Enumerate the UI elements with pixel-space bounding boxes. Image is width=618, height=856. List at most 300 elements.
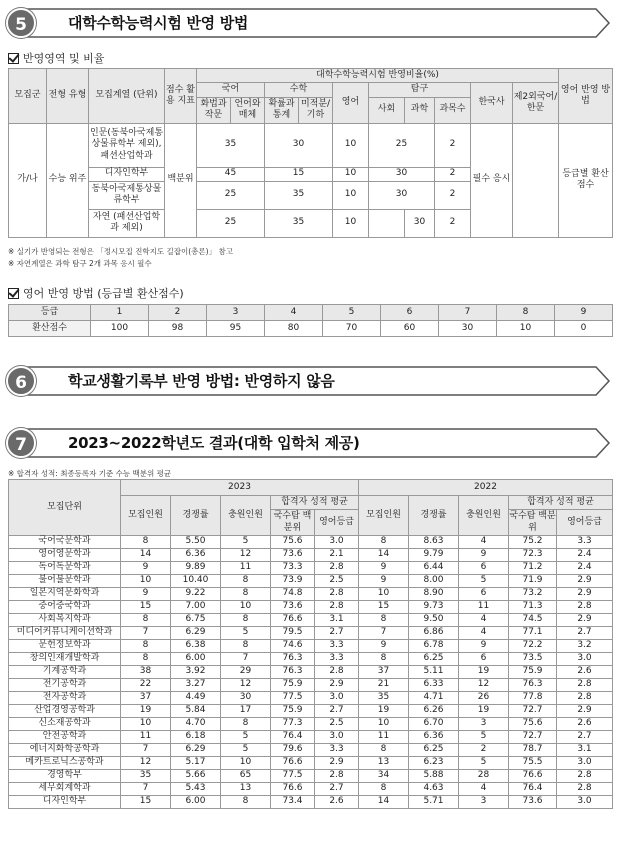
cell-value: 76.3: [271, 652, 315, 665]
cell-value: 14: [359, 548, 409, 561]
cell-unit-name: 신소재공학과: [9, 717, 121, 730]
cell-value: 2.9: [557, 574, 613, 587]
cell-unit-name: 창의인재개발학과: [9, 652, 121, 665]
cell-value: 76.6: [271, 782, 315, 795]
cell-value: 3.92: [171, 665, 221, 678]
cell-value: 6: [459, 652, 509, 665]
cell-value: 2.8: [557, 600, 613, 613]
col-kor2: 언어와 매체: [231, 97, 265, 123]
cell-value: 28: [459, 769, 509, 782]
cell-value: 3.0: [315, 535, 359, 548]
cell-value: 13: [221, 782, 271, 795]
cell-value: 7: [121, 743, 171, 756]
cell-value: 2.9: [315, 756, 359, 769]
cell-math: 35: [265, 209, 333, 237]
col-eng-method: 영어 반영 방법: [559, 69, 613, 124]
cell-value: 7: [121, 782, 171, 795]
cell-value: 15: [121, 795, 171, 808]
cell-value: 8: [121, 639, 171, 652]
cell-value: 8: [359, 743, 409, 756]
cell-value: 2.5: [315, 717, 359, 730]
cell-value: 6.36: [409, 730, 459, 743]
col-quota: 모집인원: [359, 496, 409, 536]
cell-value: 19: [459, 665, 509, 678]
cell-value: 11: [221, 561, 271, 574]
col-additional: 충원인원: [221, 496, 271, 536]
table-row: [9, 535, 613, 548]
table-row: [9, 717, 613, 730]
col-score: 점수 활용 지표: [165, 69, 197, 124]
cell-value: 9: [459, 639, 509, 652]
cell-value: 6: [459, 561, 509, 574]
cell-value: 72.3: [509, 548, 557, 561]
cell-value: 5.71: [409, 795, 459, 808]
section-number: 6: [6, 366, 36, 396]
col-ratio: 대학수학능력시험 반영비율(%): [197, 69, 559, 83]
cell-value: 10: [121, 574, 171, 587]
cell-value: 2.8: [315, 665, 359, 678]
cell-value: 11: [459, 600, 509, 613]
cell-value: 8: [359, 613, 409, 626]
grade-cell: 7: [439, 305, 497, 321]
grade-cell: 9: [555, 305, 613, 321]
score-cell: 80: [265, 321, 323, 337]
score-cell: 70: [323, 321, 381, 337]
cell-value: 9.79: [409, 548, 459, 561]
cell-value: 8: [359, 652, 409, 665]
cell-math: 35: [265, 181, 333, 209]
cell-value: 37: [359, 665, 409, 678]
col-soc: 사회: [369, 97, 405, 123]
table-row: [9, 587, 613, 600]
cell-value: 75.6: [509, 717, 557, 730]
col-year-2022: 2022: [359, 480, 613, 496]
cell-value: 10: [221, 600, 271, 613]
cell-unit-name: 중어중국학과: [9, 600, 121, 613]
cell-value: 2.7: [557, 730, 613, 743]
cell-value: 4.71: [409, 691, 459, 704]
cell-value: 71.3: [509, 600, 557, 613]
cell-value: 71.2: [509, 561, 557, 574]
col-math: 수학: [265, 83, 333, 97]
cell-value: 9: [359, 574, 409, 587]
score-row: [9, 321, 613, 337]
grade-row: [9, 305, 613, 321]
cell-value: 74.8: [271, 587, 315, 600]
cell-value: 3.0: [557, 756, 613, 769]
cell-value: 4: [459, 626, 509, 639]
cell-value: 3.0: [315, 691, 359, 704]
cell-value: 73.9: [271, 574, 315, 587]
cell-value: 2.8: [557, 782, 613, 795]
cell-value: 6.75: [171, 613, 221, 626]
col-dept: 모집계열 (단위): [89, 69, 165, 124]
cell-value: 11: [359, 730, 409, 743]
cell-value: 6.00: [171, 795, 221, 808]
cell-value: 3.0: [557, 795, 613, 808]
score-label: 환산점수: [9, 321, 91, 337]
col-sci: 과학: [405, 97, 435, 123]
cell-value: 5: [221, 743, 271, 756]
cell-value: 72.2: [509, 639, 557, 652]
cell-value: 3.3: [315, 639, 359, 652]
cell-value: 9.89: [171, 561, 221, 574]
cell-value: 5.88: [409, 769, 459, 782]
grade-cell: 8: [497, 305, 555, 321]
table-row: [9, 652, 613, 665]
cell-unit-name: 독어독문학과: [9, 561, 121, 574]
cell-cnt: 2: [435, 181, 471, 209]
section-title: 학교생활기록부 반영 방법: 반영하지 않음: [68, 372, 335, 390]
cell-value: 8: [121, 652, 171, 665]
cell-kor: 45: [197, 167, 265, 181]
cell-value: 3: [459, 717, 509, 730]
cell-value: 9: [121, 561, 171, 574]
cell-value: 8: [221, 574, 271, 587]
cell-value: 2.9: [557, 613, 613, 626]
cell-value: 4.49: [171, 691, 221, 704]
cell-cnt: 2: [435, 209, 471, 237]
table-row: [9, 665, 613, 678]
cell-value: 3: [459, 795, 509, 808]
cell-value: 5.17: [171, 756, 221, 769]
cell-value: 10: [121, 717, 171, 730]
cell-value: 76.4: [509, 782, 557, 795]
cell-value: 9.50: [409, 613, 459, 626]
cell-unit-name: 불어불문학과: [9, 574, 121, 587]
cell-value: 15: [359, 600, 409, 613]
cell-type: 수능 위주: [47, 123, 89, 237]
cell-value: 10: [359, 717, 409, 730]
cell-value: 3.0: [557, 652, 613, 665]
score-cell: 98: [149, 321, 207, 337]
cell-value: 4: [459, 782, 509, 795]
cell-value: 30: [221, 691, 271, 704]
cell-value: 77.8: [509, 691, 557, 704]
score-cell: 30: [439, 321, 497, 337]
cell-unit-name: 경영학부: [9, 769, 121, 782]
table-row: [9, 600, 613, 613]
cell-value: 6.44: [409, 561, 459, 574]
cell-math: 30: [265, 123, 333, 167]
cell-dept: 자연 (패션산업학과 제외): [89, 209, 165, 237]
cell-value: 6.25: [409, 652, 459, 665]
cell-value: 6.33: [409, 678, 459, 691]
cell-unit-name: 메카트로닉스공학과: [9, 756, 121, 769]
section-7-header: [4, 426, 612, 460]
cell-value: 5.66: [171, 769, 221, 782]
cell-inq: 25: [369, 123, 435, 167]
cell-value: 12: [221, 678, 271, 691]
table-row: [9, 769, 613, 782]
col-hist: 한국사: [471, 83, 513, 123]
cell-math: 15: [265, 167, 333, 181]
cell-value: 29: [221, 665, 271, 678]
cell-unit-name: 국어국문학과: [9, 535, 121, 548]
section-6-header: [4, 364, 612, 398]
cell-value: 3.1: [315, 613, 359, 626]
cell-value: 3.2: [557, 639, 613, 652]
cell-value: 9: [121, 587, 171, 600]
cell-value: 6.29: [171, 743, 221, 756]
cell-dept: 인문(동북아국제통상물류학부 제외), 패션산업학과: [89, 123, 165, 167]
cell-value: 73.6: [271, 548, 315, 561]
cell-value: 3.0: [315, 730, 359, 743]
cell-value: 6.00: [171, 652, 221, 665]
col-eng-grade: 영어등급: [315, 510, 359, 536]
table-row: [9, 795, 613, 808]
cell-sci: 30: [405, 209, 435, 237]
cell-eng: 10: [333, 123, 369, 167]
cell-value: 4: [459, 613, 509, 626]
cell-value: 19: [121, 704, 171, 717]
score-cell: 100: [91, 321, 149, 337]
table-row: [9, 123, 613, 167]
cell-value: 26: [459, 691, 509, 704]
suneung-ratio-table: [8, 68, 613, 238]
cell-value: 75.2: [509, 535, 557, 548]
col-additional: 충원인원: [459, 496, 509, 536]
sub-heading-text: 반영영역 및 비율: [23, 52, 105, 65]
cell-kor: 25: [197, 209, 265, 237]
cell-value: 79.6: [271, 743, 315, 756]
cell-value: 14: [359, 795, 409, 808]
cell-value: 2.8: [557, 691, 613, 704]
cell-inq: 30: [369, 181, 435, 209]
cell-value: 3.27: [171, 678, 221, 691]
col-percentile: 국수탐 백분위: [271, 510, 315, 536]
cell-value: 5: [459, 574, 509, 587]
cell-cnt: 2: [435, 123, 471, 167]
cell-value: 65: [221, 769, 271, 782]
cell-value: 77.1: [509, 626, 557, 639]
cell-value: 12: [459, 678, 509, 691]
cell-value: 6.78: [409, 639, 459, 652]
cell-value: 11: [121, 730, 171, 743]
table-row: [9, 691, 613, 704]
cell-value: 8: [121, 535, 171, 548]
cell-value: 2.1: [315, 548, 359, 561]
score-cell: 60: [381, 321, 439, 337]
cell-value: 13: [359, 756, 409, 769]
table-row: [9, 743, 613, 756]
cell-value: 6.25: [409, 743, 459, 756]
cell-value: 72.7: [509, 704, 557, 717]
sub-heading-ratio: [8, 50, 104, 66]
cell-value: 9.22: [171, 587, 221, 600]
table-row: [9, 613, 613, 626]
cell-value: 6.26: [409, 704, 459, 717]
note-2: ※ 자연계열은 과학 탐구 2개 과목 응시 필수: [8, 259, 152, 268]
note-1: ※ 실기가 반영되는 전형은 「정시모집 진학지도 길잡이(총론)」 참고: [8, 247, 233, 256]
cell-value: 75.9: [271, 678, 315, 691]
score-cell: 10: [497, 321, 555, 337]
cell-value: 37: [121, 691, 171, 704]
cell-value: 19: [459, 704, 509, 717]
cell-value: 8: [221, 639, 271, 652]
table-row: [9, 639, 613, 652]
cell-value: 9: [459, 548, 509, 561]
cell-value: 76.4: [271, 730, 315, 743]
cell-unit-name: 전자공학과: [9, 691, 121, 704]
cell-value: 9: [359, 639, 409, 652]
col-kor: 국어: [197, 83, 265, 97]
cell-foreign: [513, 123, 559, 237]
cell-value: 10.40: [171, 574, 221, 587]
cell-value: 8: [221, 717, 271, 730]
cell-eng-method: 등급별 환산 점수: [559, 123, 613, 237]
table-row: [9, 782, 613, 795]
col-cnt: 과목수: [435, 97, 471, 123]
cell-value: 5.43: [171, 782, 221, 795]
cell-value: 8.63: [409, 535, 459, 548]
col-unit: 모집단위: [9, 480, 121, 536]
cell-value: 8: [121, 613, 171, 626]
grade-cell: 4: [265, 305, 323, 321]
cell-value: 2: [459, 743, 509, 756]
cell-value: 73.3: [271, 561, 315, 574]
cell-kor: 35: [197, 123, 265, 167]
cell-value: 10: [359, 587, 409, 600]
section-number: 7: [6, 428, 36, 458]
cell-unit-name: 문헌정보학과: [9, 639, 121, 652]
checkbox-icon: [8, 288, 19, 299]
cell-value: 73.6: [271, 600, 315, 613]
grade-label: 등급: [9, 305, 91, 321]
cell-value: 72.7: [509, 730, 557, 743]
col-year-2023: 2023: [121, 480, 359, 496]
cell-value: 73.5: [509, 652, 557, 665]
cell-value: 12: [121, 756, 171, 769]
cell-value: 77.3: [271, 717, 315, 730]
section-number: 5: [6, 8, 36, 38]
cell-value: 2.8: [315, 769, 359, 782]
col-percentile: 국수탐 백분위: [509, 510, 557, 536]
cell-unit-name: 산업경영공학과: [9, 704, 121, 717]
english-grade-table: [8, 304, 613, 337]
cell-value: 2.7: [557, 626, 613, 639]
cell-value: 19: [359, 704, 409, 717]
cell-value: 6.70: [409, 717, 459, 730]
cell-value: 4.70: [171, 717, 221, 730]
cell-dept: 디자인학부: [89, 167, 165, 181]
section-title: 대학수학능력시험 반영 방법: [68, 14, 249, 32]
cell-value: 77.5: [271, 769, 315, 782]
cell-group: 가/나: [9, 123, 47, 237]
cell-value: 38: [121, 665, 171, 678]
col-type: 전형 유형: [47, 69, 89, 124]
cell-value: 7: [359, 626, 409, 639]
cell-unit-name: 사회복지학과: [9, 613, 121, 626]
cell-value: 76.3: [271, 665, 315, 678]
cell-unit-name: 미디어커뮤니케이션학과: [9, 626, 121, 639]
cell-value: 2.6: [557, 717, 613, 730]
cell-value: 2.4: [557, 548, 613, 561]
cell-value: 77.5: [271, 691, 315, 704]
cell-value: 2.7: [315, 704, 359, 717]
cell-value: 17: [221, 704, 271, 717]
cell-value: 2.9: [557, 704, 613, 717]
cell-inq: 30: [369, 167, 435, 181]
cell-value: 5: [459, 730, 509, 743]
table-row: [9, 548, 613, 561]
col-group: 모집군: [9, 69, 47, 124]
admission-results-table: [8, 479, 613, 809]
cell-value: 2.9: [557, 587, 613, 600]
cell-value: 15: [121, 600, 171, 613]
cell-value: 78.7: [509, 743, 557, 756]
cell-value: 35: [121, 769, 171, 782]
cell-hist: 필수 응시: [471, 123, 513, 237]
table-row: [9, 678, 613, 691]
col-math1: 확률과 통계: [265, 97, 299, 123]
table-row: [9, 626, 613, 639]
cell-unit-name: 기계공학과: [9, 665, 121, 678]
cell-value: 73.4: [271, 795, 315, 808]
cell-value: 5.84: [171, 704, 221, 717]
cell-value: 3.1: [557, 743, 613, 756]
cell-value: 5: [221, 626, 271, 639]
cell-value: 6.36: [171, 548, 221, 561]
cell-unit-name: 영어영문학과: [9, 548, 121, 561]
cell-value: 75.6: [271, 535, 315, 548]
col-inq: 탐구: [369, 83, 471, 97]
cell-unit-name: 안전공학과: [9, 730, 121, 743]
grade-cell: 6: [381, 305, 439, 321]
cell-value: 22: [121, 678, 171, 691]
col-kor1: 화법과 작문: [197, 97, 231, 123]
cell-value: 14: [121, 548, 171, 561]
cell-unit-name: 에너지화학공학과: [9, 743, 121, 756]
section-5-header: [4, 6, 612, 40]
cell-dept: 동북아국제통상물류학부: [89, 181, 165, 209]
cell-value: 2.8: [315, 587, 359, 600]
cell-kor: 25: [197, 181, 265, 209]
table-row: [9, 561, 613, 574]
cell-value: 2.6: [315, 795, 359, 808]
cell-value: 10: [221, 756, 271, 769]
cell-value: 71.9: [509, 574, 557, 587]
cell-unit-name: 디자인학부: [9, 795, 121, 808]
cell-value: 8: [359, 535, 409, 548]
score-cell: 95: [207, 321, 265, 337]
cell-value: 75.9: [509, 665, 557, 678]
cell-value: 8.90: [409, 587, 459, 600]
sub-heading-text: 영어 반영 방법 (등급별 환산점수): [23, 287, 184, 300]
col-math2: 미적분/ 기하: [299, 97, 333, 123]
cell-value: 79.5: [271, 626, 315, 639]
cell-unit-name: 전기공학과: [9, 678, 121, 691]
cell-value: 8: [359, 782, 409, 795]
table-row: [9, 704, 613, 717]
cell-value: 74.5: [509, 613, 557, 626]
cell-value: 73.6: [509, 795, 557, 808]
cell-value: 75.9: [271, 704, 315, 717]
col-avg: 합격자 성적 평균: [271, 496, 359, 510]
grade-cell: 5: [323, 305, 381, 321]
cell-value: 7: [221, 652, 271, 665]
cell-value: 2.8: [557, 769, 613, 782]
col-eng-grade: 영어등급: [557, 510, 613, 536]
cell-value: 4: [459, 535, 509, 548]
cell-value: 2.8: [557, 678, 613, 691]
cell-value: 35: [359, 691, 409, 704]
cell-value: 2.7: [315, 782, 359, 795]
cell-value: 6.29: [171, 626, 221, 639]
cell-score: 백분위: [165, 123, 197, 237]
cell-value: 5: [221, 730, 271, 743]
cell-value: 75.5: [509, 756, 557, 769]
